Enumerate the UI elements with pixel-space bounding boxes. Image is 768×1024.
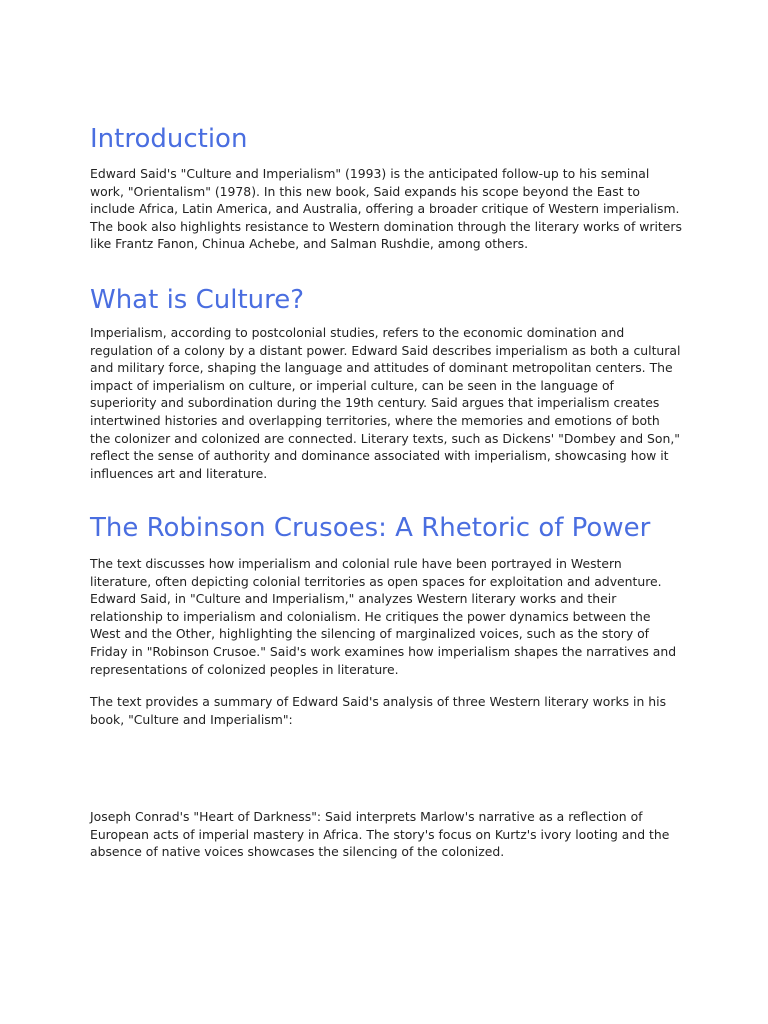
section-heading-introduction: Introduction [90, 124, 248, 154]
robinson-crusoes-paragraph: The text discusses how imperialism and colonial rule have been portrayed in Western literature, often depicting colonial territories as open spaces for exploitation and adventure. Edward Said, in "Culture and Imperialism," analyzes Western literary works and their relationship to imperialism and colonialism. He critiques the power dynamics between the West and the Other, highlighting the silencing of marginalized voices, such as the story of Friday in "Robinson Crusoe." Said's work examines how imperialism shapes the narratives and representations of colonized peoples in literature. [90, 556, 677, 677]
summary-paragraph: The text provides a summary of Edward Said's analysis of three Western literary works in his book, "Culture and Imperialism": [90, 694, 667, 727]
section-heading-robinson-crusoes: The Robinson Crusoes: A Rhetoric of Power [90, 513, 651, 543]
culture-paragraph: Imperialism, according to postcolonial studies, refers to the economic domination and regulation of a colony by a distant power. Edward Said describes imperialism as both a cultural and military force, shaping the language and attitudes of dominant metropolitan centers. The impact of imperialism on culture, or imperial culture, can be seen in the language of superiority and subordination during the 19th century. Said argues that imperialism creates intertwined histories and overlapping territories, where the memories and emotions of both the colonizer and colonized are connected. Literary texts, such as Dickens' "Dombey and Son," reflect the sense of authority and dominance associated with imperialism, showcasing how it influences art and literature. [90, 325, 681, 481]
section-heading-what-is-culture: What is Culture? [90, 285, 305, 315]
heart-of-darkness-paragraph: Joseph Conrad's "Heart of Darkness": Said interprets Marlow's narrative as a reflection of European acts of imperial mastery in Africa. The story's focus on Kurtz's ivory looting and the absence of native voices showcases the silencing of the colonized. [90, 809, 670, 860]
introduction-paragraph: Edward Said's "Culture and Imperialism" (1993) is the anticipated follow-up to his seminal work, "Orientalism" (1978). In this new book, Said expands his scope beyond the East to include Africa, Latin America, and Australia, offering a broader critique of Western imperialism. The book also highlights resistance to Western domination through the literary works of writers like Frantz Fanon, Chinua Achebe, and Salman Rushdie, among others. [90, 166, 682, 252]
